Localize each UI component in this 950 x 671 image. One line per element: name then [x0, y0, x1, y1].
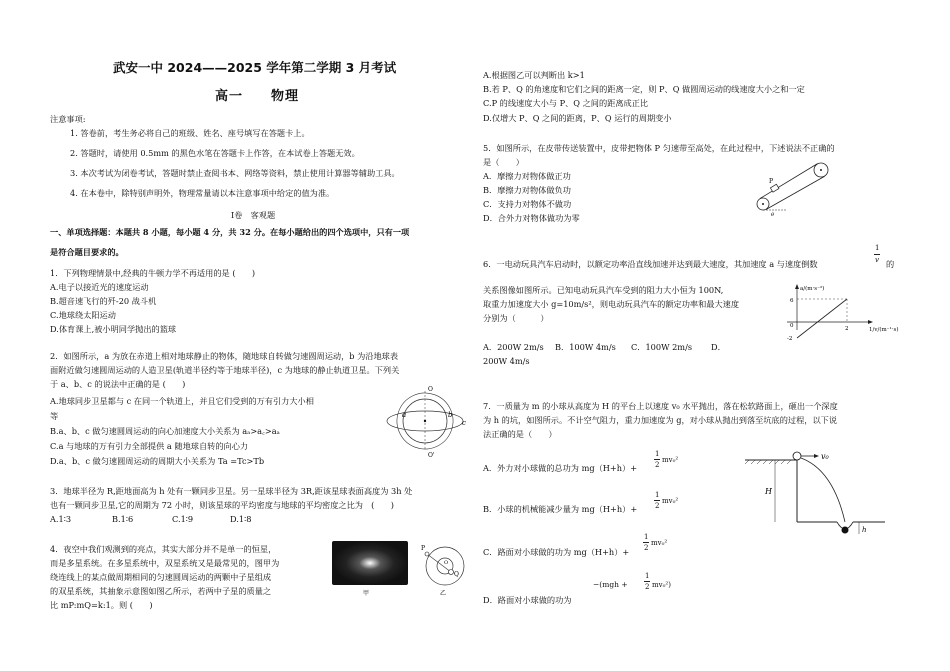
q6-x-label: 1/v/(m⁻¹·s) — [869, 327, 899, 333]
q2-orbit-figure — [380, 383, 475, 458]
q2-option-b: B.a、b、c 做匀速圆周运动的向心加速度大小关系为 aₐ>a꜀>aₐ — [50, 426, 280, 436]
q1-option-d: D.体育课上,被小明同学抛出的篮球 — [50, 324, 177, 334]
note-item: 4. 在本卷中，除特别声明外，物理常量请以本注意事项中给定的值为准。 — [70, 188, 335, 198]
q7-d-expr: −(mgh + — [593, 580, 628, 589]
q5-option-c: C．支持力对物体不做功 — [483, 199, 572, 209]
q7-option-d: D．路面对小球做的功为 — [483, 595, 572, 605]
q6-tick-0: 0 — [790, 323, 794, 329]
q3-option-b: B.1∶6 — [112, 514, 134, 524]
q3-option-a: A.1∶3 — [50, 514, 72, 524]
q7-label-h-big: H — [765, 487, 772, 496]
q4-option-a: A.根据图乙可以判断出 k>1 — [483, 70, 585, 80]
q4-label-p: P — [421, 545, 426, 552]
q2-label-b: b — [448, 411, 453, 419]
q3-stem: 也有一颗同步卫星,它的周期为 72 小时，则该星球的平均密度与地球的平均密度之比为 ( ) — [50, 500, 394, 510]
q2-label-o: O — [428, 386, 433, 393]
q4-option-b: B.若 P、Q 的角速度和它们之间的距离一定，则 P、Q 做圆周运动的线速度大小之和一定 — [483, 84, 805, 94]
q4-label-q: Q — [454, 571, 459, 578]
q4-label-jia: 甲 — [363, 590, 370, 597]
q4-galaxy-photo — [332, 541, 408, 585]
q2-label-c: c — [462, 419, 466, 427]
q7-c-half-den: 2 — [644, 544, 649, 552]
q7-d-close: mv₀²) — [652, 581, 671, 589]
q4-binary-figure — [420, 540, 470, 598]
q6-tick-6: 6 — [790, 298, 794, 304]
q6-option-a: A．200W 2m/s — [483, 342, 544, 352]
q4-option-c: C.P 的线速度大小与 P、Q 之间的距离成正比 — [483, 98, 649, 108]
q7-stem: 为 h 的坑，如图所示。不计空气阻力，重力加速度为 g，对小球从抛出到落至坑底的过程，以下说 — [483, 415, 838, 425]
section-heading: 一、单项选择题：本题共 8 小题，每小题 4 分，共 32 分。在每小题给出的四个选项中，只有一项 — [50, 227, 410, 237]
q6-stem: 关系图像如图所示。已知电动玩具汽车受到的阻力大小恒为 100N, — [483, 285, 724, 295]
q2-stem: 于 a、b、c 的说法中正确的是 ( ) — [50, 379, 186, 389]
q4-label-yi: 乙 — [440, 590, 447, 597]
q4-option-d: D.仅增大 P、Q 之间的距离，P、Q 运行的周期变小 — [483, 113, 672, 123]
q5-label-p: P — [769, 178, 774, 185]
q2-label-a: a — [402, 411, 407, 419]
q6-option-d-value: 200W 4m/s — [483, 356, 530, 366]
q6-frac-den: v — [875, 256, 879, 264]
q2-label-o-prime: O' — [428, 452, 435, 458]
q7-label-h-small: h — [862, 526, 867, 534]
q3-stem: 3．地球半径为 R,距地面高为 h 处有一颗同步卫星。另一星球半径为 3R,距该星球表面高度为 3h 处 — [50, 486, 413, 496]
q6-option-c: C．100W 2m/s — [631, 342, 693, 352]
q5-option-b: B．摩擦力对物体做负功 — [483, 185, 571, 195]
q4-stem: 的双星系统，其抽象示意图如图乙所示，若两中子星的质量之 — [50, 586, 272, 596]
q7-b-half-num: 1 — [655, 491, 660, 499]
note-item: 1. 答卷前，考生务必将自己的班级、姓名、座号填写在答题卡上。 — [70, 128, 310, 138]
q5-label-theta: θ — [771, 212, 775, 218]
notes-heading: 注意事项: — [50, 114, 86, 124]
q4-stem: 绕连线上的某点做周期相同的匀速圆周运动的两颗中子星组成 — [50, 572, 272, 582]
q6-option-d: D． — [711, 342, 726, 352]
section-heading-cont: 是符合题目要求的。 — [50, 247, 124, 257]
q7-b-mv: mv₀² — [662, 497, 679, 505]
q2-option-c: C.a 与地球的万有引力全部提供 a 随地球自转的向心力 — [50, 441, 249, 451]
q1-option-c: C.地球绕太阳运动 — [50, 310, 116, 320]
q7-option-c: C．路面对小球做的功为 mg（H+h）+ — [483, 547, 630, 557]
q6-tick-neg2: -2 — [787, 336, 793, 342]
q7-b-half-den: 2 — [655, 502, 660, 510]
q3-option-d: D.1∶8 — [230, 514, 252, 524]
q7-option-b: B．小球的机械能减少量为 mg（H+h）+ — [483, 504, 638, 514]
q4-stem: 4．夜空中我们观测到的亮点，其实大部分并不是单一的恒星， — [50, 544, 277, 554]
q3-option-c: C.1∶9 — [172, 514, 194, 524]
q7-stem: 7．一质量为 m 的小球从高度为 H 的平台上以速度 v₀ 水平抛出，落在松软路面上，砸出一个深度 — [483, 401, 838, 411]
volume-label: Ⅰ卷 客观题 — [231, 210, 276, 220]
q7-d-half-num: 1 — [645, 572, 650, 580]
q5-stem: 是（ ） — [483, 157, 524, 167]
q7-a-mv: mv₀² — [662, 456, 679, 464]
q2-option-d: D.a、b、c 做匀速圆周运动的周期大小关系为 Ta =Tc>Tb — [50, 456, 265, 466]
q4-stem: 比 mP:mQ=k:1。则 ( ) — [50, 600, 153, 610]
q4-stem: 而是多星系统。在多星系统中，双星系统又是最常见的，图甲为 — [50, 558, 280, 568]
q6-y-label: a/(m·s⁻²) — [800, 286, 825, 292]
q7-a-half-num: 1 — [655, 450, 660, 458]
q6-graph — [783, 282, 903, 347]
q1-stem: 1．下列物理情景中,经典的牛顿力学不再适用的是 ( ) — [50, 268, 256, 278]
q2-stem: 面附近做匀速圆周运动的人造卫星(轨道半径约等于地球半径)，c 为地球的静止轨道卫星。下列关 — [50, 365, 400, 375]
q6-tick-2: 2 — [845, 326, 849, 332]
q6-stem: 6．一电动玩具汽车启动时，以额定功率沿直线加速并达到最大速度，其加速度 a 与速度倒数 — [483, 259, 818, 269]
q5-conveyor-figure — [751, 158, 841, 218]
q4-label-o: O — [444, 560, 449, 566]
q7-c-mv: mv₀² — [651, 539, 668, 547]
q5-stem: 5．如图所示，在皮带传送装置中，皮带把物体 P 匀速带至高处，在此过程中，下述说法不正确的 — [483, 143, 835, 153]
q6-stem-tail: 的 — [886, 259, 895, 269]
q6-option-b: B．100W 4m/s — [555, 342, 616, 352]
note-item: 2. 答题时，请使用 0.5mm 的黑色水笔在答题卡上作答，在本试卷上答题无效。 — [70, 148, 360, 158]
q5-option-a: A．摩擦力对物体做正功 — [483, 171, 571, 181]
q2-stem: 2．如图所示，a 为放在赤道上相对地球静止的物体，随地球自转做匀速圆周运动，b 为沿地球表 — [50, 351, 399, 361]
q7-stem: 法正确的是（ ） — [483, 429, 557, 439]
q7-label-v0: v₀ — [821, 452, 829, 461]
q7-c-half-num: 1 — [644, 533, 649, 541]
q6-stem: 取重力加速度大小 g=10m/s²，则电动玩具汽车的额定功率和最大速度 — [483, 299, 740, 309]
q7-option-a: A．外力对小球做的总功为 mg（H+h）+ — [483, 463, 638, 473]
q2-option-a-cont: 等 — [50, 411, 59, 421]
q5-option-d: D．合外力对物体做功为零 — [483, 213, 580, 223]
q6-stem: 分别为（ ） — [483, 313, 549, 323]
exam-subtitle: 高一 物理 — [215, 89, 300, 104]
q1-option-b: B.超音速飞行的歼-20 战斗机 — [50, 296, 157, 306]
q2-option-a: A.地球同步卫星都与 c 在同一个轨道上，并且它们受到的万有引力大小相 — [50, 396, 314, 406]
note-item: 3. 本次考试为闭卷考试，答题时禁止查阅书本、网络等资料，禁止使用计算器等辅助工具。 — [70, 168, 400, 178]
exam-title: 武安一中 2024——2025 学年第二学期 3 月考试 — [113, 60, 397, 75]
q7-d-half-den: 2 — [645, 583, 650, 591]
q7-projectile-figure — [745, 450, 895, 545]
q7-a-half-den: 2 — [655, 461, 660, 469]
q1-option-a: A.电子以接近光的速度运动 — [50, 282, 149, 292]
q6-frac-num: 1 — [875, 244, 880, 252]
